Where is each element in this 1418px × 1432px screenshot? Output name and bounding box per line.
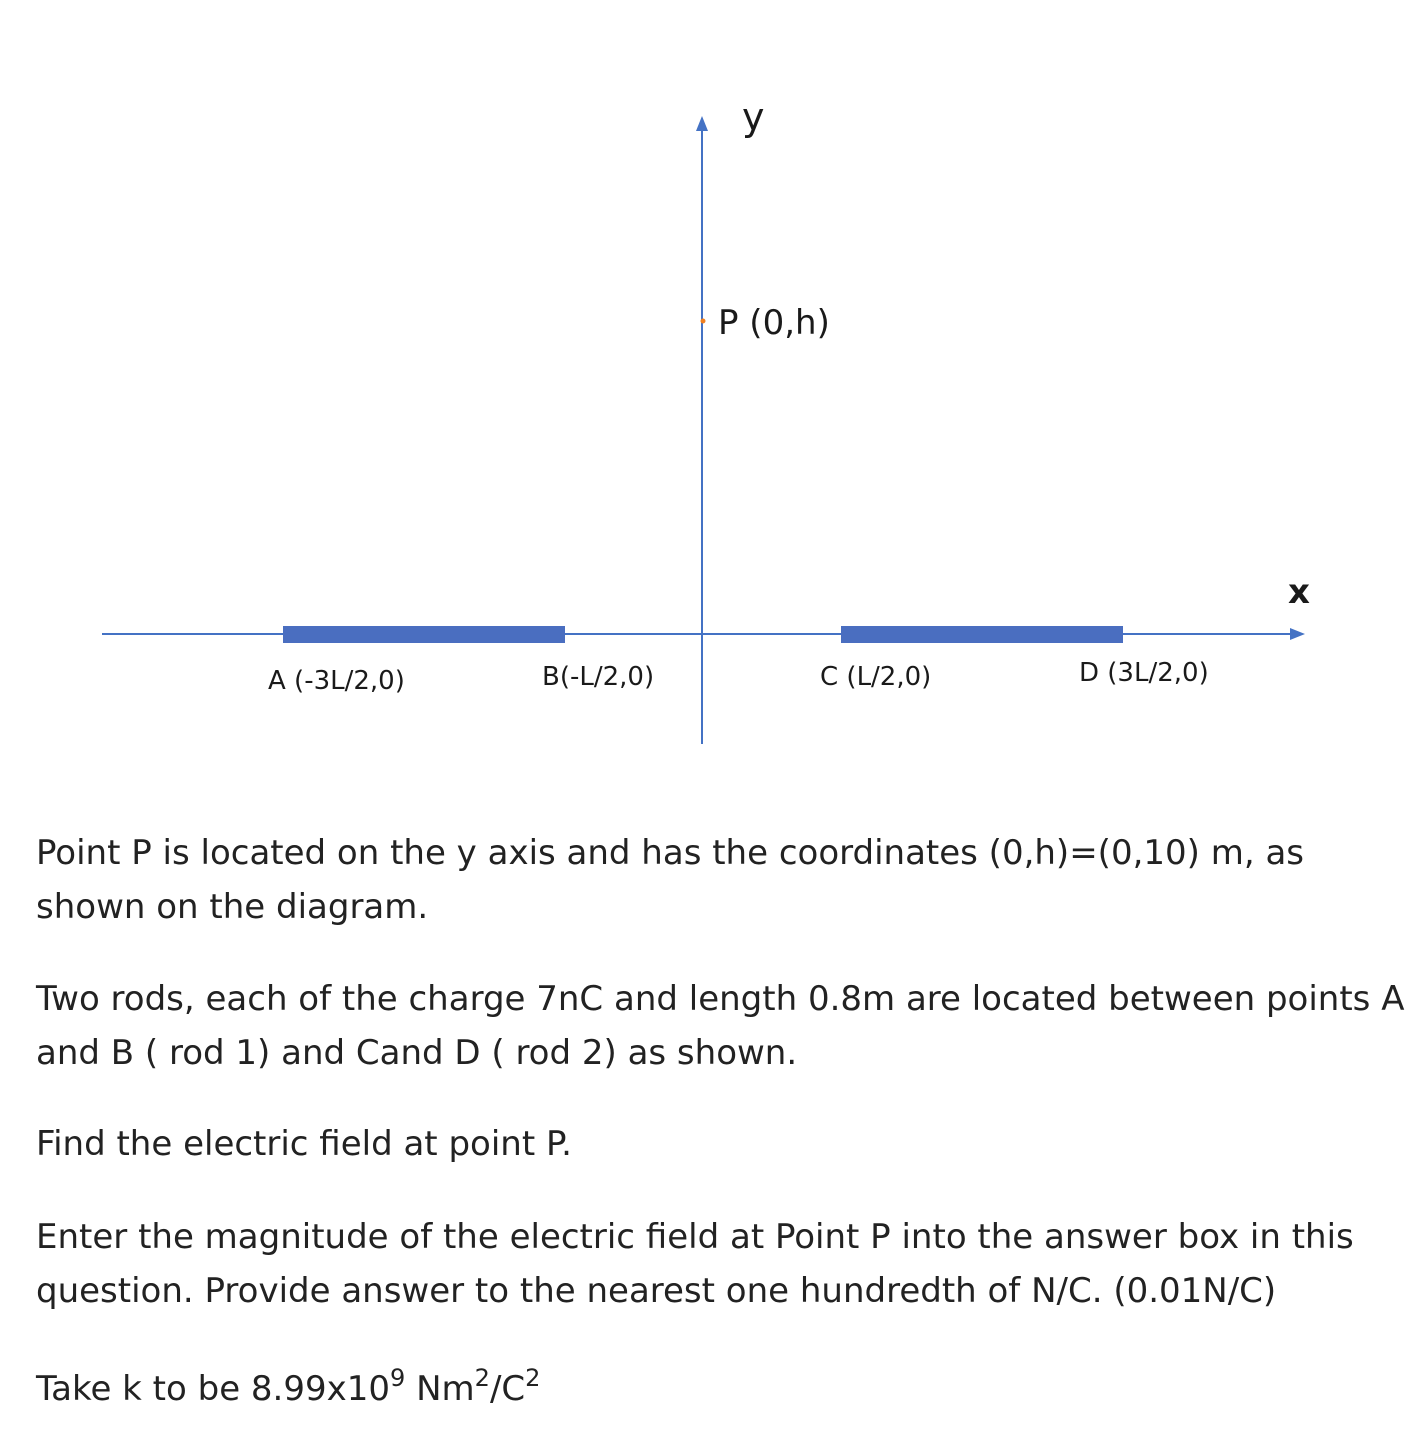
- point-a-label: A (-3L/2,0): [268, 666, 405, 696]
- rod-1: [283, 626, 565, 643]
- constant-exponent: 9: [390, 1364, 406, 1392]
- x-axis-label: x: [1288, 572, 1310, 612]
- x-axis-arrowhead: [1290, 628, 1305, 640]
- constant-unit-tail-exponent: 2: [525, 1364, 541, 1392]
- constant-unit-exponent: 2: [474, 1364, 490, 1392]
- point-p-marker: [701, 319, 706, 324]
- constant-prefix: Take k to be 8.99x10: [36, 1369, 391, 1409]
- point-c-label: C (L/2,0): [820, 662, 932, 692]
- question-paragraph-constant: [36, 1362, 1408, 1416]
- constant-unit-tail: /C: [489, 1369, 526, 1409]
- constant-unit: Nm: [405, 1369, 475, 1409]
- point-b-label: B(-L/2,0): [542, 662, 655, 692]
- question-paragraph-rods: Two rods, each of the charge 7nC and length 0.8m are located between points A and B ( rod 1) and Cand D ( rod 2) as shown.: [36, 979, 1405, 1073]
- point-p-label: P (0,h): [718, 303, 830, 343]
- y-axis-arrowhead: [696, 116, 708, 131]
- y-axis-label: y: [742, 95, 765, 139]
- point-d-label: D (3L/2,0): [1079, 658, 1209, 688]
- question-paragraph-task: Find the electric field at point P.: [36, 1124, 572, 1164]
- question-paragraph-location: Point P is located on the y axis and has the coordinates (0,h)=(0,10) m, as shown on the diagram.: [36, 833, 1305, 927]
- question-paragraph-instructions: Enter the magnitude of the electric field at Point P into the answer box in this question. Provide answer to the nearest one hundredth of N/C. (0.01N/C): [36, 1217, 1354, 1311]
- rod-2: [841, 626, 1123, 643]
